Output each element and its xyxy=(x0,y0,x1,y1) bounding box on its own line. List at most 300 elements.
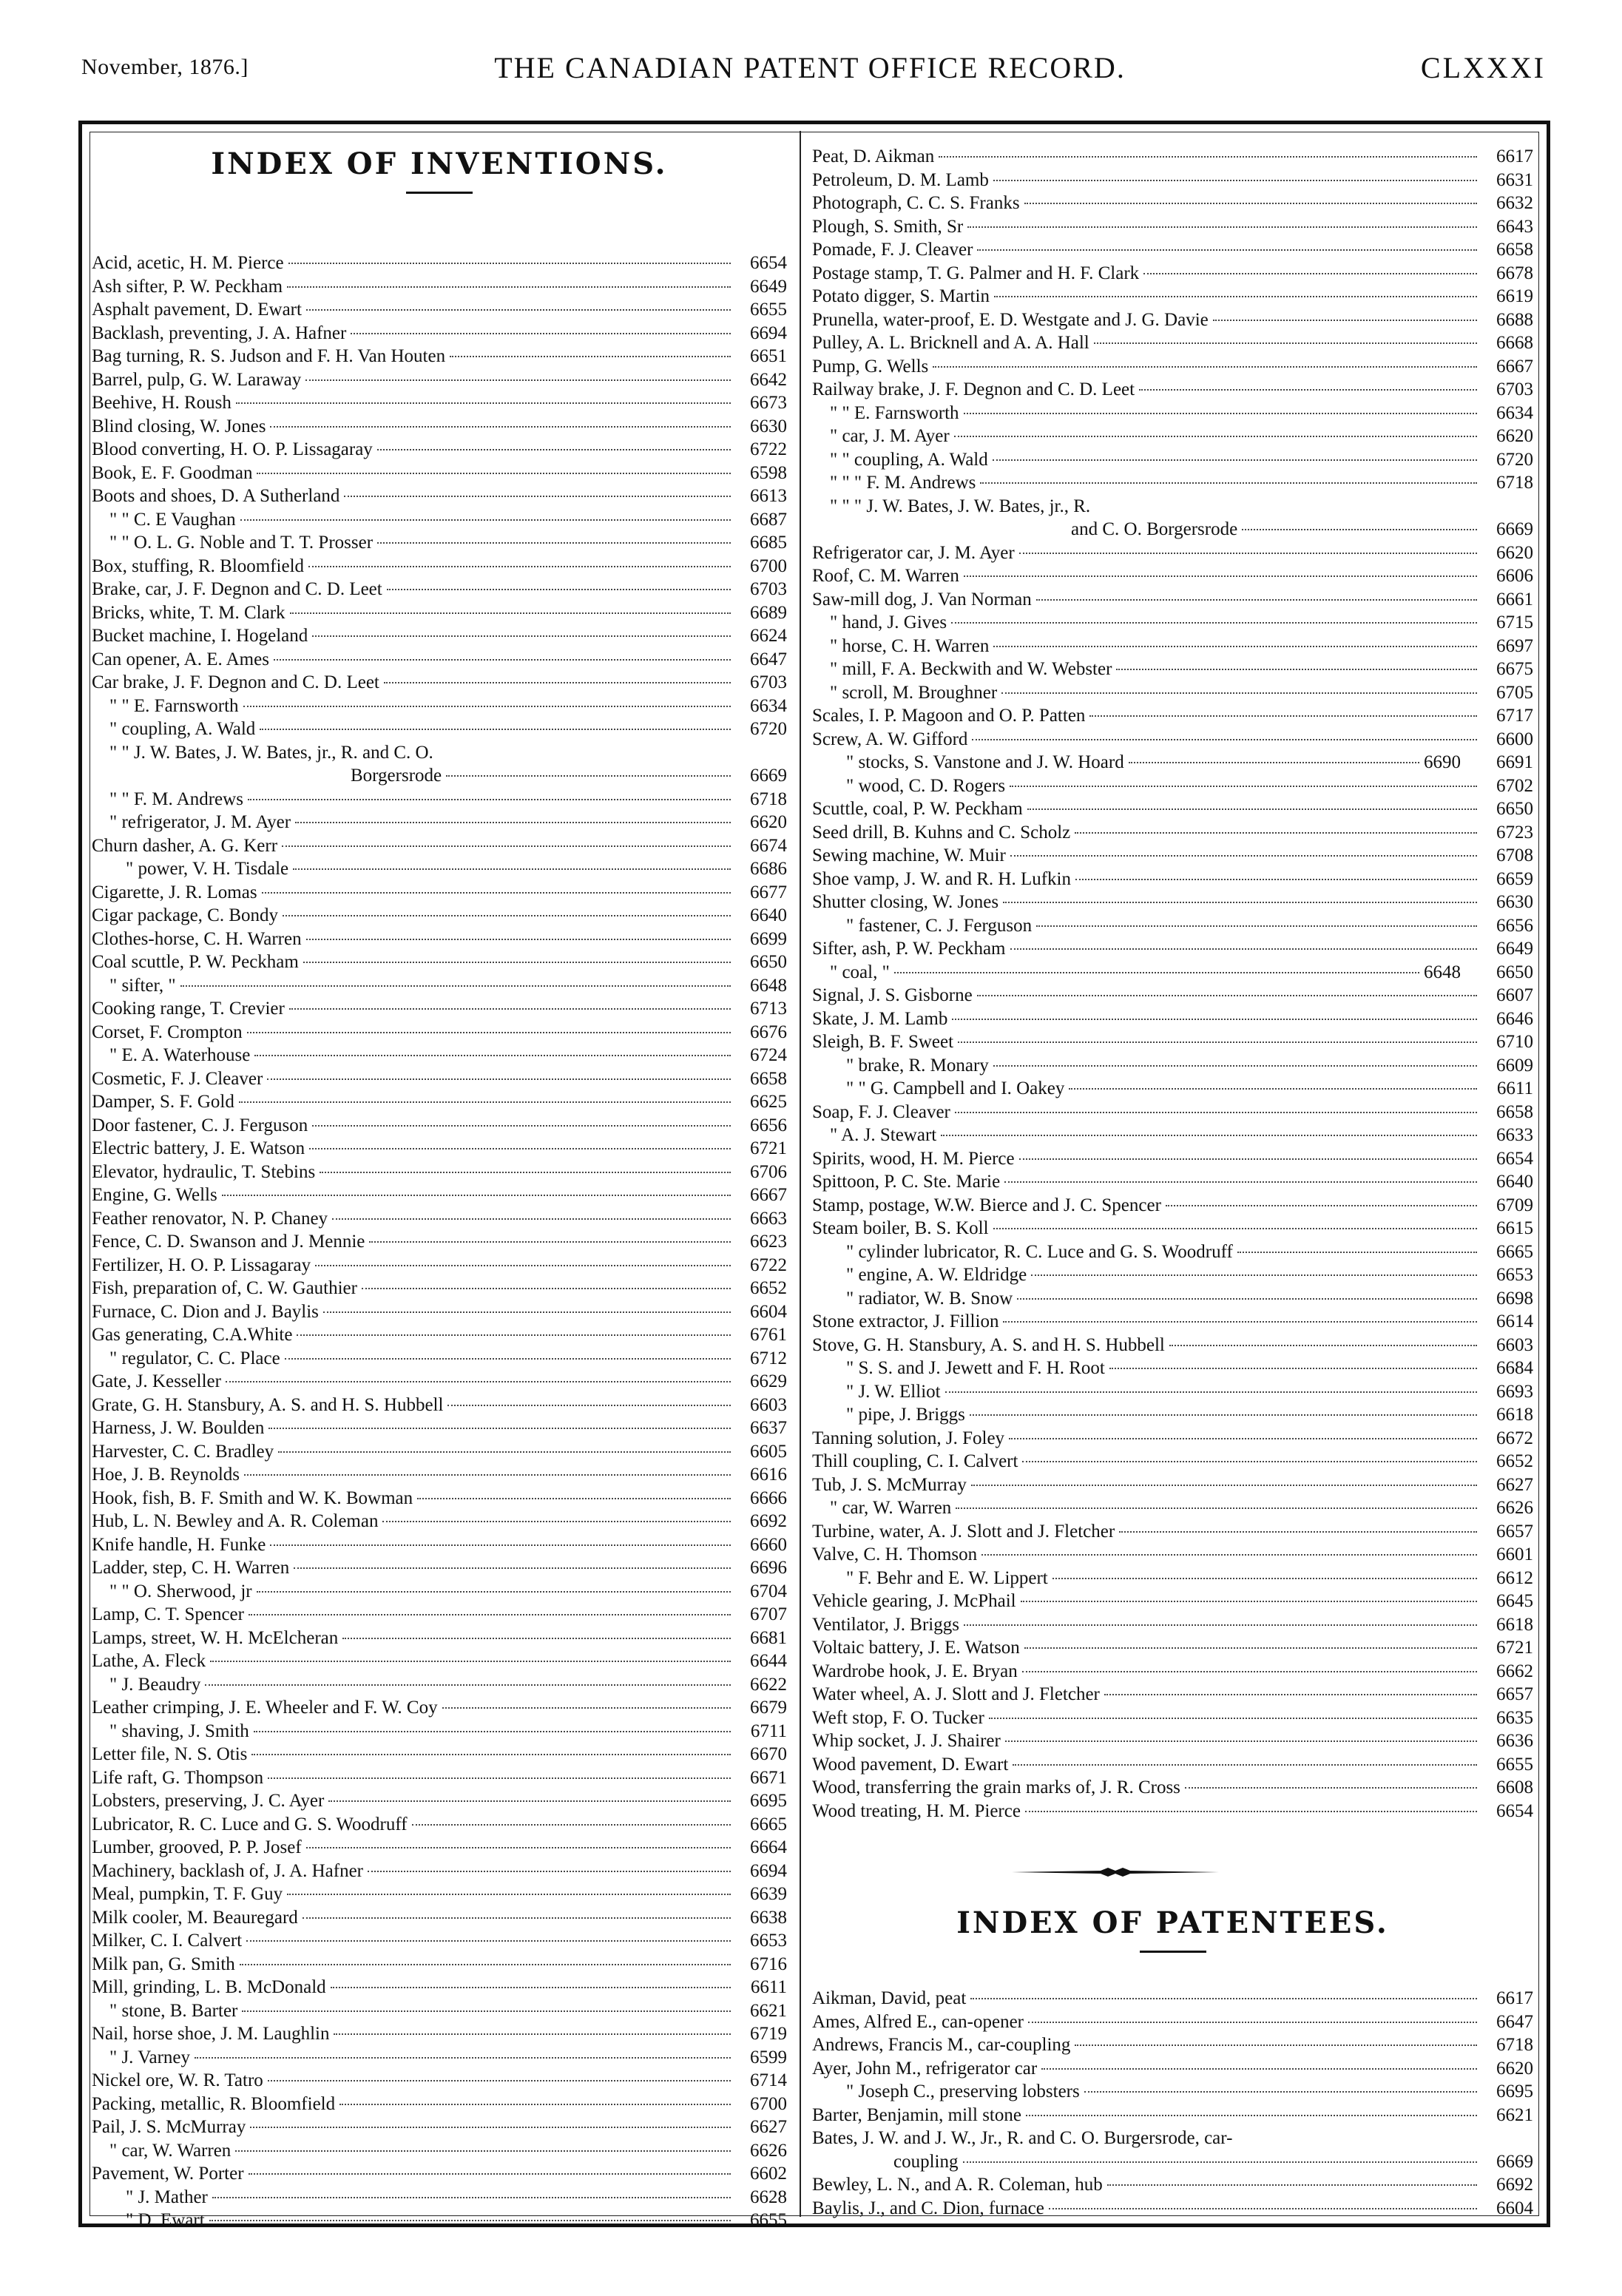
dot-leader xyxy=(320,1172,731,1173)
entry-patent-number: 6653 xyxy=(750,1931,787,1951)
index-entry xyxy=(812,1217,1533,1240)
dot-leader xyxy=(267,1078,731,1080)
entry-patent-number: 6720 xyxy=(1496,449,1533,470)
entry-text: Car brake, J. F. Degnon and C. D. Leet xyxy=(92,672,379,692)
inventions-left-column xyxy=(92,146,787,2232)
index-entry xyxy=(92,1813,787,1837)
entry-patent-number: 6620 xyxy=(1496,542,1533,563)
dot-leader xyxy=(952,1019,1477,1020)
index-entry xyxy=(92,764,787,788)
index-entry xyxy=(812,215,1533,239)
dot-leader xyxy=(210,1661,731,1662)
dot-leader xyxy=(941,1135,1477,1136)
dot-leader xyxy=(977,249,1477,251)
entry-text: " regulator, C. C. Place xyxy=(109,1348,280,1368)
dot-leader xyxy=(1004,1181,1477,1183)
index-entry xyxy=(812,331,1533,355)
index-entry xyxy=(92,391,787,415)
title-rule xyxy=(406,192,473,194)
index-entry xyxy=(92,648,787,672)
entry-patent-number: 6705 xyxy=(1496,682,1533,703)
entry-text: Shutter closing, W. Jones xyxy=(812,892,999,912)
dot-leader xyxy=(306,1847,731,1848)
index-entry xyxy=(92,695,787,718)
entry-text: Voltaic battery, J. E. Watson xyxy=(812,1638,1020,1658)
dot-leader xyxy=(332,1218,731,1220)
dot-leader xyxy=(1003,1321,1477,1323)
entry-alt-number: 6648 xyxy=(1424,962,1461,982)
index-entry xyxy=(812,2080,1533,2104)
dot-leader xyxy=(964,575,1477,577)
dot-leader xyxy=(323,1311,731,1313)
entry-text: Barrel, pulp, G. W. Laraway xyxy=(92,369,302,390)
entry-text: Sleigh, B. F. Sweet xyxy=(812,1032,954,1052)
entry-text: " coal, " xyxy=(830,962,890,982)
entry-patent-number: 6640 xyxy=(1496,1172,1533,1192)
entry-patent-number: 6700 xyxy=(750,556,787,576)
dot-leader xyxy=(254,1731,731,1732)
entry-text: Meal, pumpkin, T. F. Guy xyxy=(92,1884,283,1904)
index-entry xyxy=(812,1496,1533,1520)
index-entry xyxy=(812,541,1533,565)
index-entry xyxy=(812,1590,1533,1613)
entry-patent-number: 6615 xyxy=(1496,1218,1533,1238)
dot-leader xyxy=(270,1544,731,1546)
dot-leader xyxy=(963,2161,1478,2163)
index-entry xyxy=(812,1240,1533,1264)
entry-patent-number: 6613 xyxy=(750,486,787,506)
index-entry xyxy=(92,1277,787,1300)
entry-text: " sifter, " xyxy=(109,975,176,996)
dot-leader xyxy=(1022,1671,1477,1672)
dot-leader xyxy=(306,309,731,311)
entry-text: Gas generating, C.A.White xyxy=(92,1325,293,1345)
dot-leader xyxy=(377,449,731,450)
entry-patent-number: 6607 xyxy=(1496,985,1533,1005)
dot-leader xyxy=(268,2080,731,2081)
entry-patent-number: 6675 xyxy=(1496,659,1533,679)
index-entry xyxy=(812,635,1533,658)
index-entry xyxy=(92,484,787,508)
entry-patent-number: 6601 xyxy=(1496,1544,1533,1564)
entry-text: Brake, car, J. F. Degnon and C. D. Leet xyxy=(92,579,382,599)
index-entry xyxy=(812,355,1533,379)
entry-patent-number: 6624 xyxy=(750,626,787,646)
index-entry xyxy=(92,508,787,532)
dot-leader xyxy=(270,426,731,428)
entry-text: Cigar package, C. Bondy xyxy=(92,905,279,925)
index-entry xyxy=(812,192,1533,215)
dot-leader xyxy=(239,1101,731,1103)
index-entry xyxy=(812,262,1533,286)
entry-patent-number: 6665 xyxy=(750,1814,787,1834)
index-entry xyxy=(92,438,787,462)
dot-leader xyxy=(1001,692,1477,694)
entry-patent-number: 6646 xyxy=(1496,1008,1533,1029)
entry-patent-number: 6628 xyxy=(750,2187,787,2207)
entry-patent-number: 6697 xyxy=(1496,635,1533,656)
entry-patent-number: 6623 xyxy=(750,1232,787,1252)
index-entry xyxy=(92,345,787,368)
entry-patent-number: 6718 xyxy=(750,789,787,809)
entry-text: " stocks, S. Vanstone and J. W. Hoard xyxy=(846,752,1124,772)
entry-text: Sewing machine, W. Muir xyxy=(812,845,1006,865)
entry-patent-number: 6608 xyxy=(1496,1777,1533,1797)
entry-text: Barter, Benjamin, mill stone xyxy=(812,2104,1021,2125)
entry-patent-number: 6667 xyxy=(750,1185,787,1205)
entry-patent-number: 6700 xyxy=(750,2093,787,2114)
entry-text: Leather crimping, J. E. Wheeler and F. W. Coy xyxy=(92,1698,438,1718)
entry-text: Beehive, H. Roush xyxy=(92,393,232,413)
entry-patent-number: 6639 xyxy=(750,1884,787,1904)
index-entry xyxy=(92,1836,787,1860)
dot-leader xyxy=(260,729,731,730)
entry-patent-number: 6618 xyxy=(1496,1614,1533,1635)
entry-text: Hook, fish, B. F. Smith and W. K. Bowman xyxy=(92,1488,413,1508)
index-entry xyxy=(812,1054,1533,1078)
entry-text: Hub, L. N. Bewley and A. R. Coleman xyxy=(92,1511,379,1531)
dot-leader xyxy=(283,915,731,916)
dot-leader xyxy=(297,1334,731,1336)
index-entry xyxy=(92,1207,787,1231)
index-entry xyxy=(812,961,1533,985)
entry-text: Thill coupling, C. I. Calvert xyxy=(812,1451,1018,1471)
entry-patent-number: 6686 xyxy=(750,859,787,879)
index-entry xyxy=(812,728,1533,752)
dot-leader xyxy=(951,622,1477,624)
entry-patent-number: 6696 xyxy=(750,1558,787,1578)
dot-leader xyxy=(1010,948,1478,950)
entry-text: Bag turning, R. S. Judson and F. H. Van Houten xyxy=(92,346,446,366)
entry-patent-number: 6668 xyxy=(1496,333,1533,353)
entry-patent-number: 6640 xyxy=(750,905,787,925)
dot-leader xyxy=(240,1964,731,1965)
index-entry xyxy=(92,1300,787,1324)
dot-leader xyxy=(933,366,1477,368)
dot-leader xyxy=(262,892,731,894)
dot-leader xyxy=(412,1824,731,1826)
index-entry xyxy=(812,1007,1533,1031)
dot-leader xyxy=(954,436,1477,437)
entry-text: Lathe, A. Fleck xyxy=(92,1651,206,1671)
dot-leader xyxy=(939,156,1477,158)
dot-leader xyxy=(315,1265,731,1266)
entry-text: Pomade, F. J. Cleaver xyxy=(812,240,973,260)
index-entry xyxy=(812,1567,1533,1590)
dot-leader xyxy=(1010,855,1477,857)
index-entry xyxy=(812,1147,1533,1171)
dot-leader xyxy=(303,962,731,963)
entry-patent-number: 6657 xyxy=(1496,1684,1533,1704)
entry-patent-number: 6626 xyxy=(1496,1498,1533,1518)
entry-patent-number: 6708 xyxy=(1496,845,1533,865)
entry-patent-number: 6684 xyxy=(1496,1358,1533,1378)
index-entry xyxy=(92,1323,787,1347)
index-entry xyxy=(92,1603,787,1627)
index-entry xyxy=(92,1743,787,1766)
index-entry xyxy=(812,1520,1533,1544)
entry-text: Screw, A. W. Gifford xyxy=(812,729,968,749)
entry-text: Mill, grinding, L. B. McDonald xyxy=(92,1977,326,1997)
entry-patent-number: 6660 xyxy=(750,1534,787,1555)
dot-leader xyxy=(289,1008,731,1010)
entry-patent-number: 6688 xyxy=(1496,309,1533,330)
entry-text: Electric battery, J. E. Watson xyxy=(92,1138,305,1158)
entry-text: Nail, horse shoe, J. M. Laughlin xyxy=(92,2024,330,2044)
dot-leader xyxy=(309,1148,731,1149)
entry-text: Stove, G. H. Stansbury, A. S. and H. S. Hubbell xyxy=(812,1334,1165,1355)
index-entry xyxy=(812,2010,1533,2034)
entry-patent-number: 6720 xyxy=(750,719,787,739)
dot-leader xyxy=(1069,1088,1477,1090)
dot-leader xyxy=(977,995,1477,996)
entry-text: Borgersrode xyxy=(351,766,442,786)
dot-leader xyxy=(212,2197,731,2198)
entry-patent-number: 6602 xyxy=(750,2164,787,2184)
ornament-rule-icon xyxy=(1012,1861,1219,1883)
dot-leader xyxy=(971,1485,1477,1486)
index-entry xyxy=(92,1347,787,1371)
entry-patent-number: 6637 xyxy=(750,1418,787,1438)
dot-leader xyxy=(290,612,731,614)
index-entry xyxy=(92,1860,787,1883)
index-entry xyxy=(812,751,1533,774)
index-entry xyxy=(812,2127,1533,2150)
dot-leader xyxy=(236,402,731,404)
entry-patent-number: 6599 xyxy=(750,2047,787,2067)
dot-leader xyxy=(1027,808,1477,810)
dot-leader xyxy=(1028,2022,1477,2023)
dot-leader xyxy=(254,1055,731,1056)
dot-leader xyxy=(1017,1298,1477,1300)
entry-text: " J. W. Elliot xyxy=(846,1381,941,1402)
dot-leader xyxy=(295,822,731,823)
entry-text: Plough, S. Smith, Sr xyxy=(812,216,964,237)
index-entry xyxy=(92,2046,787,2070)
entry-patent-number: 6691 xyxy=(1496,752,1533,772)
index-entry xyxy=(92,1394,787,1417)
entry-patent-number: 6653 xyxy=(1496,1265,1533,1285)
entry-patent-number: 6649 xyxy=(1496,939,1533,959)
dot-leader xyxy=(1185,1787,1477,1789)
entry-text: Lumber, grooved, P. P. Josef xyxy=(92,1837,302,1857)
entry-text: Ventilator, J. Briggs xyxy=(812,1614,959,1635)
entry-patent-number: 6702 xyxy=(1496,775,1533,796)
entry-text: " " E. Farnsworth xyxy=(109,695,239,716)
entry-patent-number: 6647 xyxy=(1496,2011,1533,2032)
entry-text: Signal, J. S. Gisborne xyxy=(812,985,973,1005)
index-entry xyxy=(92,1976,787,1999)
entry-text: Pail, J. S. McMurray xyxy=(92,2117,246,2137)
entry-text: Sifter, ash, P. W. Peckham xyxy=(812,939,1006,959)
entry-patent-number: 6694 xyxy=(750,323,787,343)
entry-patent-number: 6695 xyxy=(750,1791,787,1811)
dot-leader xyxy=(249,1614,731,1615)
index-entry xyxy=(92,555,787,578)
index-entry xyxy=(812,588,1533,612)
dot-leader xyxy=(342,1638,731,1639)
entry-text: Packing, metallic, R. Bloomfield xyxy=(92,2093,336,2114)
index-entry xyxy=(812,2150,1533,2174)
entry-alt-number: 6690 xyxy=(1424,752,1461,772)
entry-text: Spittoon, P. C. Ste. Marie xyxy=(812,1172,1001,1192)
entry-patent-number: 6658 xyxy=(750,1068,787,1089)
index-entry xyxy=(812,564,1533,588)
entry-text: Hoe, J. B. Reynolds xyxy=(92,1465,240,1485)
entry-text: Baylis, J., and C. Dion, furnace xyxy=(812,2198,1044,2218)
index-entry xyxy=(92,2209,787,2232)
entry-text: Ladder, step, C. H. Warren xyxy=(92,1558,290,1578)
dot-leader xyxy=(1107,2184,1477,2186)
dot-leader xyxy=(967,226,1477,228)
entry-text: coupling xyxy=(893,2151,959,2172)
entry-patent-number: 6651 xyxy=(750,346,787,366)
dot-leader xyxy=(287,286,731,288)
index-entry xyxy=(812,1473,1533,1497)
index-entry xyxy=(92,1929,787,1953)
column-divider xyxy=(800,131,801,2217)
dot-leader xyxy=(205,1684,731,1686)
entry-patent-number: 6678 xyxy=(1496,263,1533,283)
entry-text: Letter file, N. S. Otis xyxy=(92,1744,248,1764)
entry-text: Potato digger, S. Martin xyxy=(812,286,990,306)
index-entry xyxy=(812,1287,1533,1311)
entry-patent-number: 6721 xyxy=(1496,1638,1533,1658)
dot-leader xyxy=(1019,1158,1477,1160)
index-entry xyxy=(812,1124,1533,1147)
entry-text: Feather renovator, N. P. Chaney xyxy=(92,1208,328,1229)
entry-text: " J. Varney xyxy=(109,2047,191,2067)
dot-leader xyxy=(1049,2208,1477,2209)
entry-patent-number: 6722 xyxy=(750,1255,787,1275)
dot-leader xyxy=(1094,342,1477,344)
index-entry xyxy=(812,1450,1533,1473)
dot-leader xyxy=(1139,389,1477,391)
entry-patent-number: 6655 xyxy=(1496,1754,1533,1775)
index-entry xyxy=(92,1184,787,1207)
entry-text: Vehicle gearing, J. McPhail xyxy=(812,1591,1016,1611)
index-entry xyxy=(92,718,787,741)
entry-text: " stone, B. Barter xyxy=(109,2000,238,2021)
dot-leader xyxy=(993,646,1477,647)
index-entry xyxy=(92,671,787,695)
entry-patent-number: 6634 xyxy=(1496,402,1533,423)
entry-patent-number: 6611 xyxy=(1496,1078,1533,1098)
dot-leader xyxy=(1031,1274,1477,1276)
dot-leader xyxy=(1166,1205,1477,1206)
patentees-index-title: INDEX OF PATENTEES. xyxy=(956,1905,1389,1940)
entry-text: " fastener, C. J. Ferguson xyxy=(846,915,1033,936)
page-header xyxy=(74,50,1546,95)
dot-leader xyxy=(417,1498,731,1499)
entry-text: Soap, F. J. Cleaver xyxy=(812,1101,950,1122)
section-ornament xyxy=(812,1861,1533,1891)
entry-text: Water wheel, A. J. Slott and J. Fletcher xyxy=(812,1684,1100,1704)
dot-leader xyxy=(209,2220,731,2221)
entry-text: " horse, C. H. Warren xyxy=(830,635,990,656)
dot-leader xyxy=(450,356,731,357)
index-entry xyxy=(812,1800,1533,1823)
entry-text: " " E. Farnsworth xyxy=(830,402,959,423)
entry-text: " " coupling, A. Wald xyxy=(830,449,988,470)
inventions-right-column xyxy=(812,145,1533,2220)
entry-text: Lamps, street, W. H. McElcheran xyxy=(92,1627,339,1648)
index-entry xyxy=(92,1021,787,1044)
entry-text: " A. J. Stewart xyxy=(830,1125,937,1145)
entry-patent-number: 6630 xyxy=(750,416,787,436)
entry-text: Spirits, wood, H. M. Pierce xyxy=(812,1148,1015,1169)
index-entry xyxy=(92,904,787,928)
entry-text: Life raft, G. Thompson xyxy=(92,1767,264,1788)
index-entry xyxy=(92,928,787,951)
dot-leader xyxy=(306,939,731,940)
index-entry xyxy=(92,1906,787,1930)
dot-leader xyxy=(1022,1461,1477,1462)
index-entry xyxy=(812,1170,1533,1194)
entry-text: " J. Beaudry xyxy=(109,1674,201,1695)
entry-text: Churn dasher, A. G. Kerr xyxy=(92,835,278,856)
dot-leader xyxy=(1025,1811,1477,1812)
entry-patent-number: 6604 xyxy=(1496,2198,1533,2218)
dot-leader xyxy=(1075,879,1477,880)
entry-text: Peat, D. Aikman xyxy=(812,146,935,166)
index-entry xyxy=(92,1510,787,1533)
index-entry xyxy=(812,914,1533,938)
entry-text: Steam boiler, B. S. Koll xyxy=(812,1218,989,1238)
dot-leader xyxy=(242,2010,731,2012)
entry-patent-number: 6636 xyxy=(1496,1731,1533,1751)
dot-leader xyxy=(251,1754,731,1755)
entry-patent-number: 6652 xyxy=(750,1278,787,1298)
dot-leader xyxy=(993,1228,1477,1229)
entry-patent-number: 6674 xyxy=(750,835,787,856)
entry-patent-number: 6703 xyxy=(750,579,787,599)
dot-leader xyxy=(387,589,731,590)
entry-patent-number: 6614 xyxy=(1496,1311,1533,1331)
entry-text: " power, V. H. Tisdale xyxy=(126,859,289,879)
index-entry xyxy=(92,2022,787,2046)
index-entry xyxy=(92,2069,787,2093)
entry-patent-number: 6630 xyxy=(1496,892,1533,912)
entry-text: Bewley, L. N., and A. R. Coleman, hub xyxy=(812,2175,1103,2195)
index-entry xyxy=(92,251,787,275)
entry-patent-number: 6620 xyxy=(1496,2058,1533,2079)
index-entry xyxy=(92,1090,787,1114)
entry-text: Damper, S. F. Gold xyxy=(92,1092,234,1112)
entry-text: Whip socket, J. J. Shairer xyxy=(812,1731,1001,1751)
entry-text: Asphalt pavement, D. Ewart xyxy=(92,300,302,320)
dot-leader xyxy=(1104,1694,1477,1695)
entry-patent-number: 6692 xyxy=(750,1511,787,1531)
entry-text: " wood, C. D. Rogers xyxy=(846,775,1006,796)
entry-patent-number: 6670 xyxy=(750,1744,787,1764)
entry-text: Wardrobe hook, J. E. Bryan xyxy=(812,1661,1018,1681)
dot-leader xyxy=(195,2057,731,2059)
entry-patent-number: 6685 xyxy=(750,533,787,553)
entry-text: Wood, transferring the grain marks of, J. R. Cross xyxy=(812,1777,1180,1797)
entry-patent-number: 6672 xyxy=(1496,1428,1533,1448)
dot-leader xyxy=(351,333,731,334)
entry-patent-number: 6659 xyxy=(1496,868,1533,889)
dot-leader xyxy=(294,1567,731,1569)
index-entry xyxy=(812,1776,1533,1800)
index-entry xyxy=(812,402,1533,425)
entry-patent-number: 6714 xyxy=(750,2070,787,2090)
index-entry xyxy=(92,1463,787,1487)
dot-leader xyxy=(1169,1345,1477,1346)
entry-patent-number: 6673 xyxy=(750,393,787,413)
entry-text: Engine, G. Wells xyxy=(92,1185,217,1205)
